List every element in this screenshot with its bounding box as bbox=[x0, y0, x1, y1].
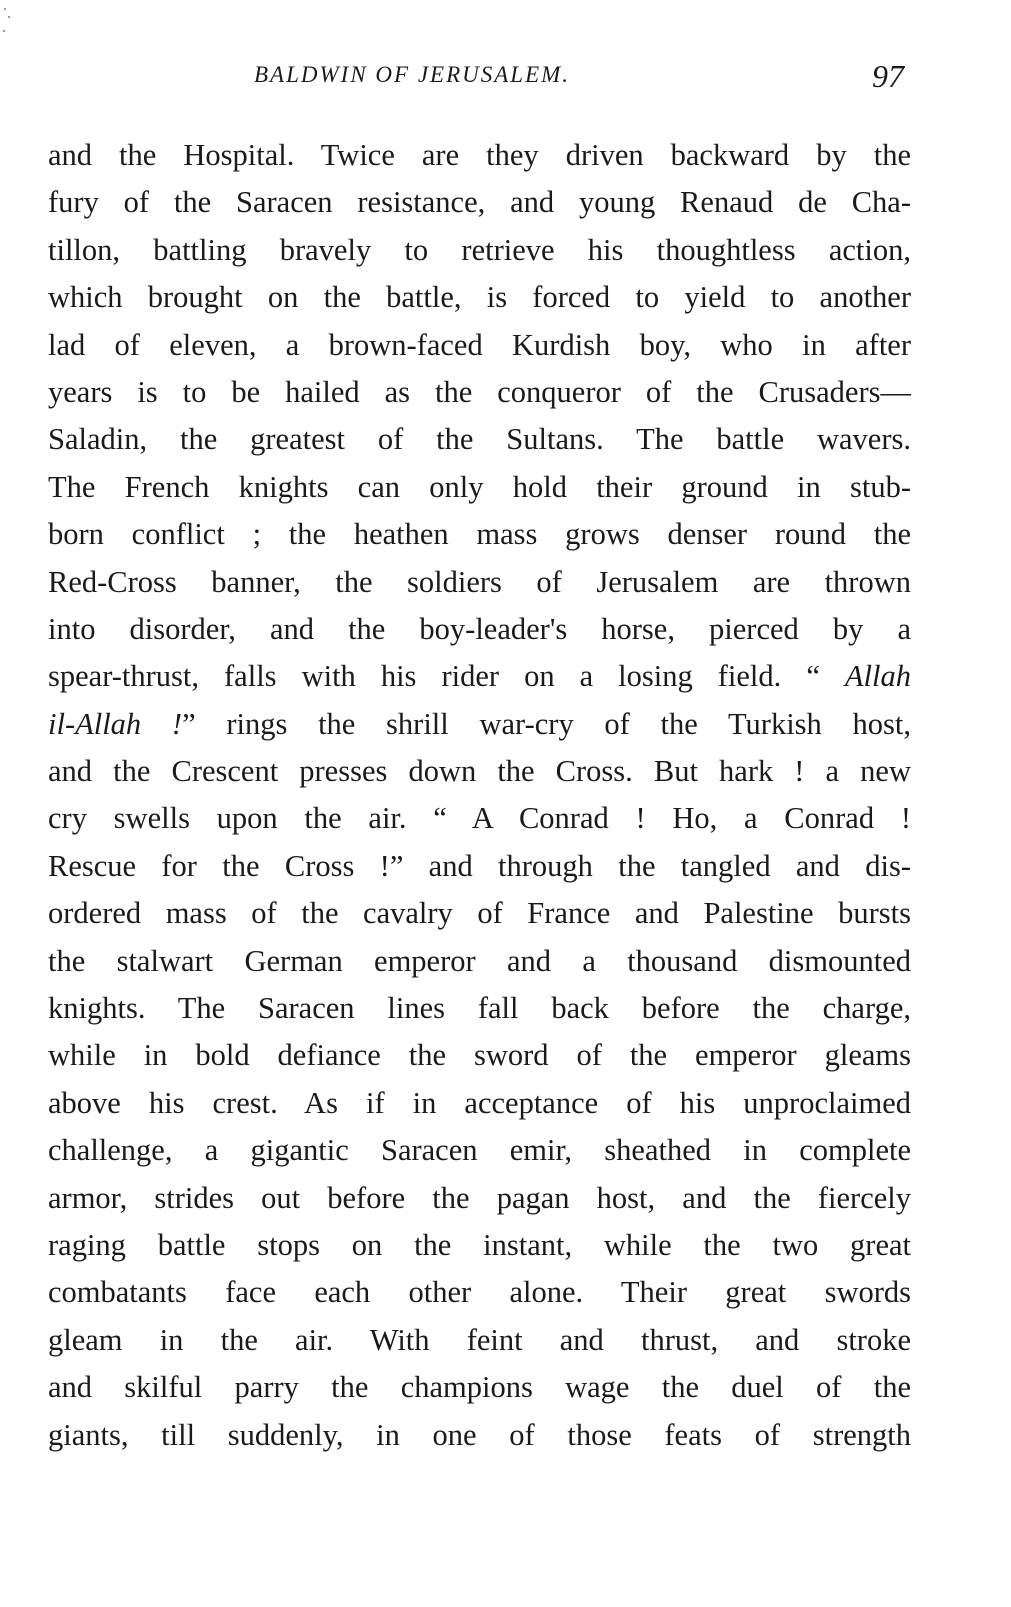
body-text bbox=[48, 132, 911, 1459]
text-line: The French knights can only hold their ground in stub- bbox=[48, 469, 911, 504]
text-line: tillon, battling bravely to retrieve his thoughtless action, bbox=[48, 232, 911, 267]
text-line bbox=[48, 701, 911, 748]
text-line: Saladin, the greatest of the Sultans. The battle wavers. bbox=[48, 422, 911, 457]
text-line bbox=[48, 653, 911, 700]
text-line: and skilful parry the champions wage the duel of the bbox=[48, 1370, 911, 1405]
text-line: and the Crescent presses down the Cross. But hark ! a new bbox=[48, 754, 911, 789]
text-line: the stalwart German emperor and a thousand dismounted bbox=[48, 943, 911, 978]
text-line: Red-Cross banner, the soldiers of Jerusalem are thrown bbox=[48, 564, 911, 599]
text-line: born conflict ; the heathen mass grows denser round the bbox=[48, 517, 911, 552]
text-line: years is to be hailed as the conqueror of the Crusaders— bbox=[48, 374, 911, 409]
speck bbox=[8, 16, 10, 18]
text-line: combatants face each other alone. Their great swords bbox=[48, 1275, 911, 1310]
text-line: gleam in the air. With feint and thrust, and stroke bbox=[48, 1322, 911, 1357]
text-line: Rescue for the Cross !” and through the tangled and dis- bbox=[48, 848, 911, 883]
text-line: giants, till suddenly, in one of those feats of strength bbox=[48, 1417, 911, 1452]
text-line: while in bold defiance the sword of the emperor gleams bbox=[48, 1038, 911, 1073]
page-number: 97 bbox=[872, 58, 904, 94]
margin-specks bbox=[0, 0, 20, 50]
speck bbox=[3, 30, 5, 32]
text-line: above his crest. As if in acceptance of his unproclaimed bbox=[48, 1085, 911, 1120]
text-line-segment: ” rings the shrill war-cry of the Turkish host, bbox=[182, 706, 911, 741]
text-line: into disorder, and the boy-leader's horse, pierced by a bbox=[48, 611, 911, 646]
text-line: and the Hospital. Twice are they driven backward by the bbox=[48, 138, 911, 172]
quote-open: “ bbox=[806, 659, 845, 694]
italic-phrase: il-Allah ! bbox=[48, 706, 183, 741]
text-line-segment: spear-thrust, falls with his rider on a losing field. bbox=[48, 659, 782, 694]
text-line: raging battle stops on the instant, while the two great bbox=[48, 1227, 911, 1262]
text-line: cry swells upon the air. “ A Conrad ! Ho, a Conrad ! bbox=[48, 801, 911, 836]
italic-phrase: Allah bbox=[844, 659, 912, 694]
text-line: armor, strides out before the pagan host, and the fiercely bbox=[48, 1180, 911, 1215]
text-line: challenge, a gigantic Saracen emir, sheathed in complete bbox=[48, 1133, 911, 1168]
speck bbox=[4, 8, 6, 10]
running-title: BALDWIN OF JERUSALEM. bbox=[254, 62, 571, 87]
text-line: knights. The Saracen lines fall back before the charge, bbox=[48, 991, 911, 1026]
text-line: lad of eleven, a brown-faced Kurdish boy, who in after bbox=[48, 327, 911, 362]
text-line: fury of the Saracen resistance, and young Renaud de Cha- bbox=[48, 185, 911, 220]
text-line: which brought on the battle, is forced to yield to another bbox=[48, 280, 911, 315]
text-line: ordered mass of the cavalry of France and Palestine bursts bbox=[48, 896, 911, 931]
running-head bbox=[0, 58, 1011, 102]
